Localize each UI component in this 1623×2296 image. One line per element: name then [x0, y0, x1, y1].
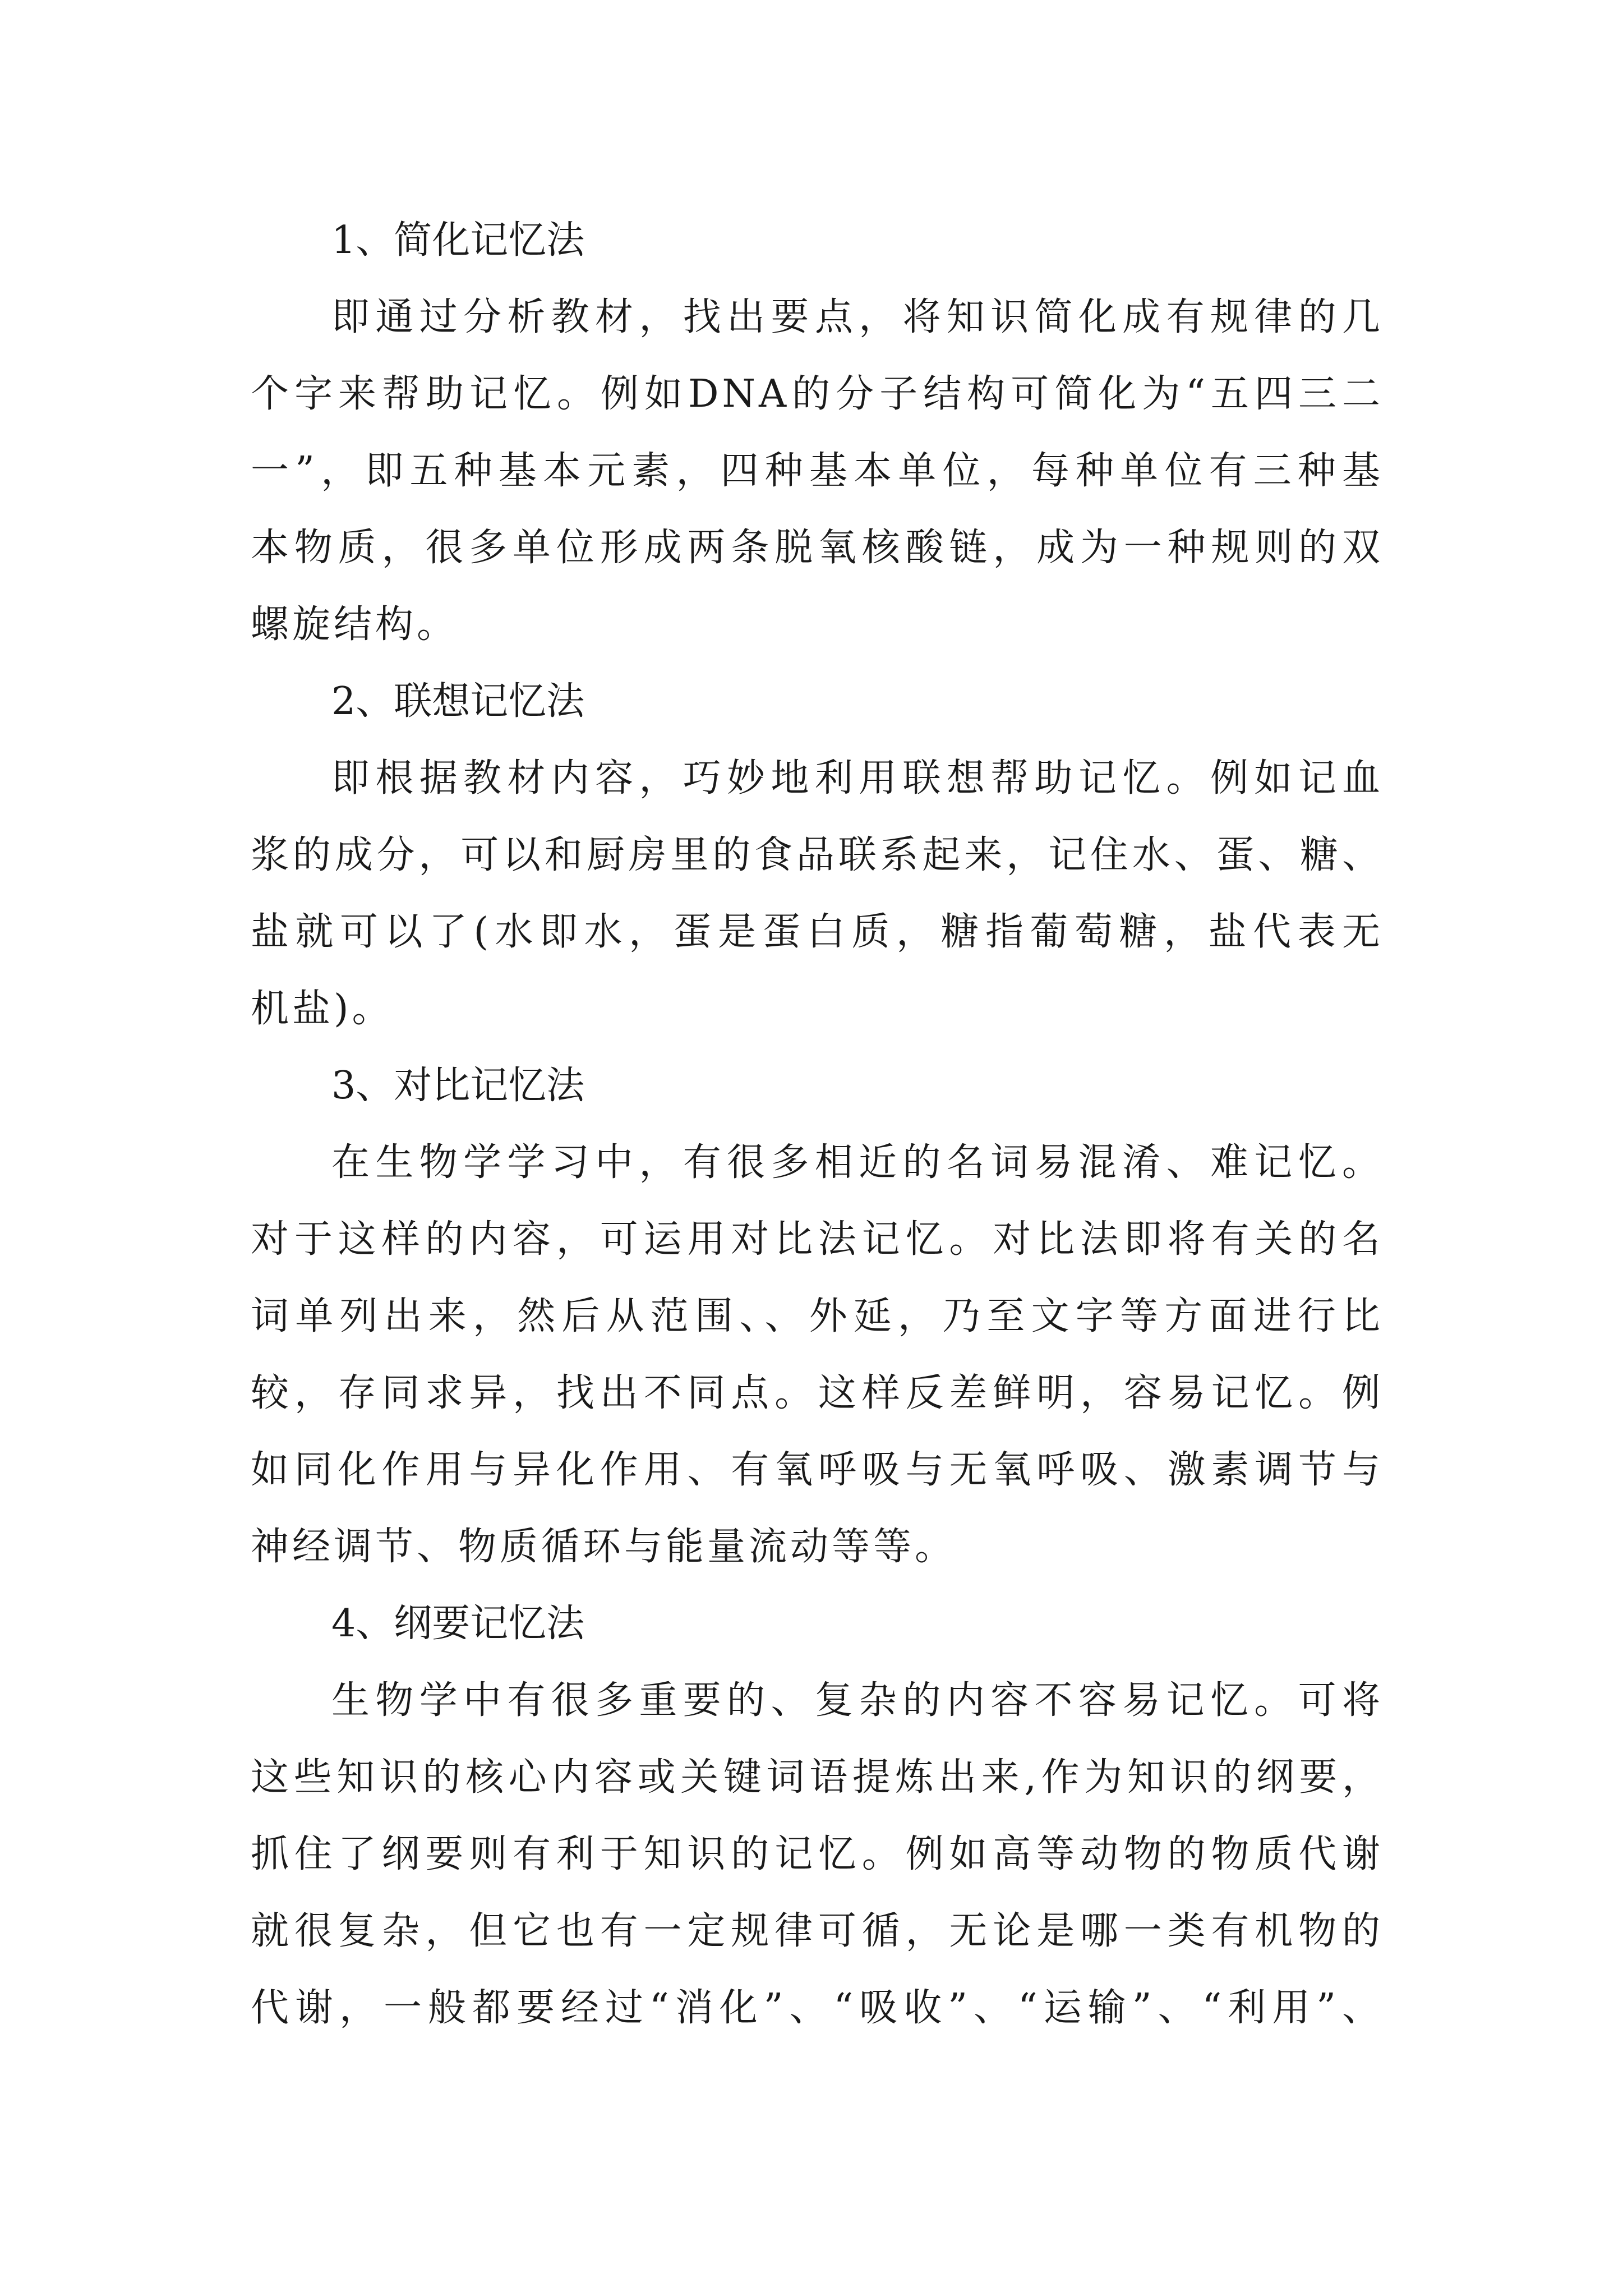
- text-line: 这些知识的核心内容或关键词语提炼出来,作为知识的纲要，: [251, 1755, 1384, 1800]
- text-line: 对于这样的内容，可运用对比法记忆。对比法即将有关的名: [251, 1217, 1384, 1262]
- text-line: 螺旋结构。: [251, 602, 459, 647]
- text-line: 个字来帮助记忆。例如DNA的分子结构可简化为“五四三二: [251, 372, 1384, 416]
- section-body-outline: [251, 1662, 1384, 2046]
- text-line: 就很复杂，但它也有一定规律可循，无论是哪一类有机物的: [251, 1909, 1384, 1953]
- text-line: 抓住了纲要则有利于知识的记忆。例如高等动物的物质代谢: [251, 1832, 1384, 1876]
- section-title-outline: 4、纲要记忆法: [331, 1602, 585, 1646]
- text-line: 即通过分析教材，找出要点，将知识简化成有规律的几: [331, 295, 1384, 339]
- text-line: 代谢，一般都要经过“消化”、“吸收”、“运输”、“利用”、: [251, 1986, 1384, 2030]
- text-line: 如同化作用与异化作用、有氧呼吸与无氧呼吸、激素调节与: [251, 1448, 1384, 1492]
- section-title-contrast: 3、对比记忆法: [331, 1064, 585, 1108]
- text-line: 盐就可以了(水即水，蛋是蛋白质，糖指葡萄糖，盐代表无: [251, 910, 1384, 954]
- text-line: 生物学中有很多重要的、复杂的内容不容易记忆。可将: [331, 1678, 1384, 1723]
- section-title-association: 2、联想记忆法: [331, 679, 585, 724]
- text-line: 机盐)。: [251, 987, 394, 1031]
- text-line: 本物质，很多单位形成两条脱氧核酸链，成为一种规则的双: [251, 526, 1384, 570]
- section-body-simplify: [251, 279, 1384, 663]
- text-line: 神经调节、物质循环与能量流动等等。: [251, 1525, 957, 1569]
- document-page: [251, 202, 1384, 2046]
- text-line: 一”，即五种基本元素，四种基本单位，每种单位有三种基: [251, 449, 1384, 493]
- section-title-simplify: 1、简化记忆法: [331, 218, 585, 263]
- text-line: 较，存同求异，找出不同点。这样反差鲜明，容易记忆。例: [251, 1371, 1384, 1415]
- text-line: 在生物学学习中，有很多相近的名词易混淆、难记忆。: [331, 1140, 1384, 1185]
- section-body-association: [251, 740, 1384, 1047]
- text-line: 浆的成分，可以和厨房里的食品联系起来，记住水、蛋、糖、: [251, 833, 1384, 877]
- section-body-contrast: [251, 1124, 1384, 1585]
- text-line: 即根据教材内容，巧妙地利用联想帮助记忆。例如记血: [331, 756, 1384, 800]
- text-line: 词单列出来，然后从范围、、外延，乃至文字等方面进行比: [251, 1294, 1384, 1338]
